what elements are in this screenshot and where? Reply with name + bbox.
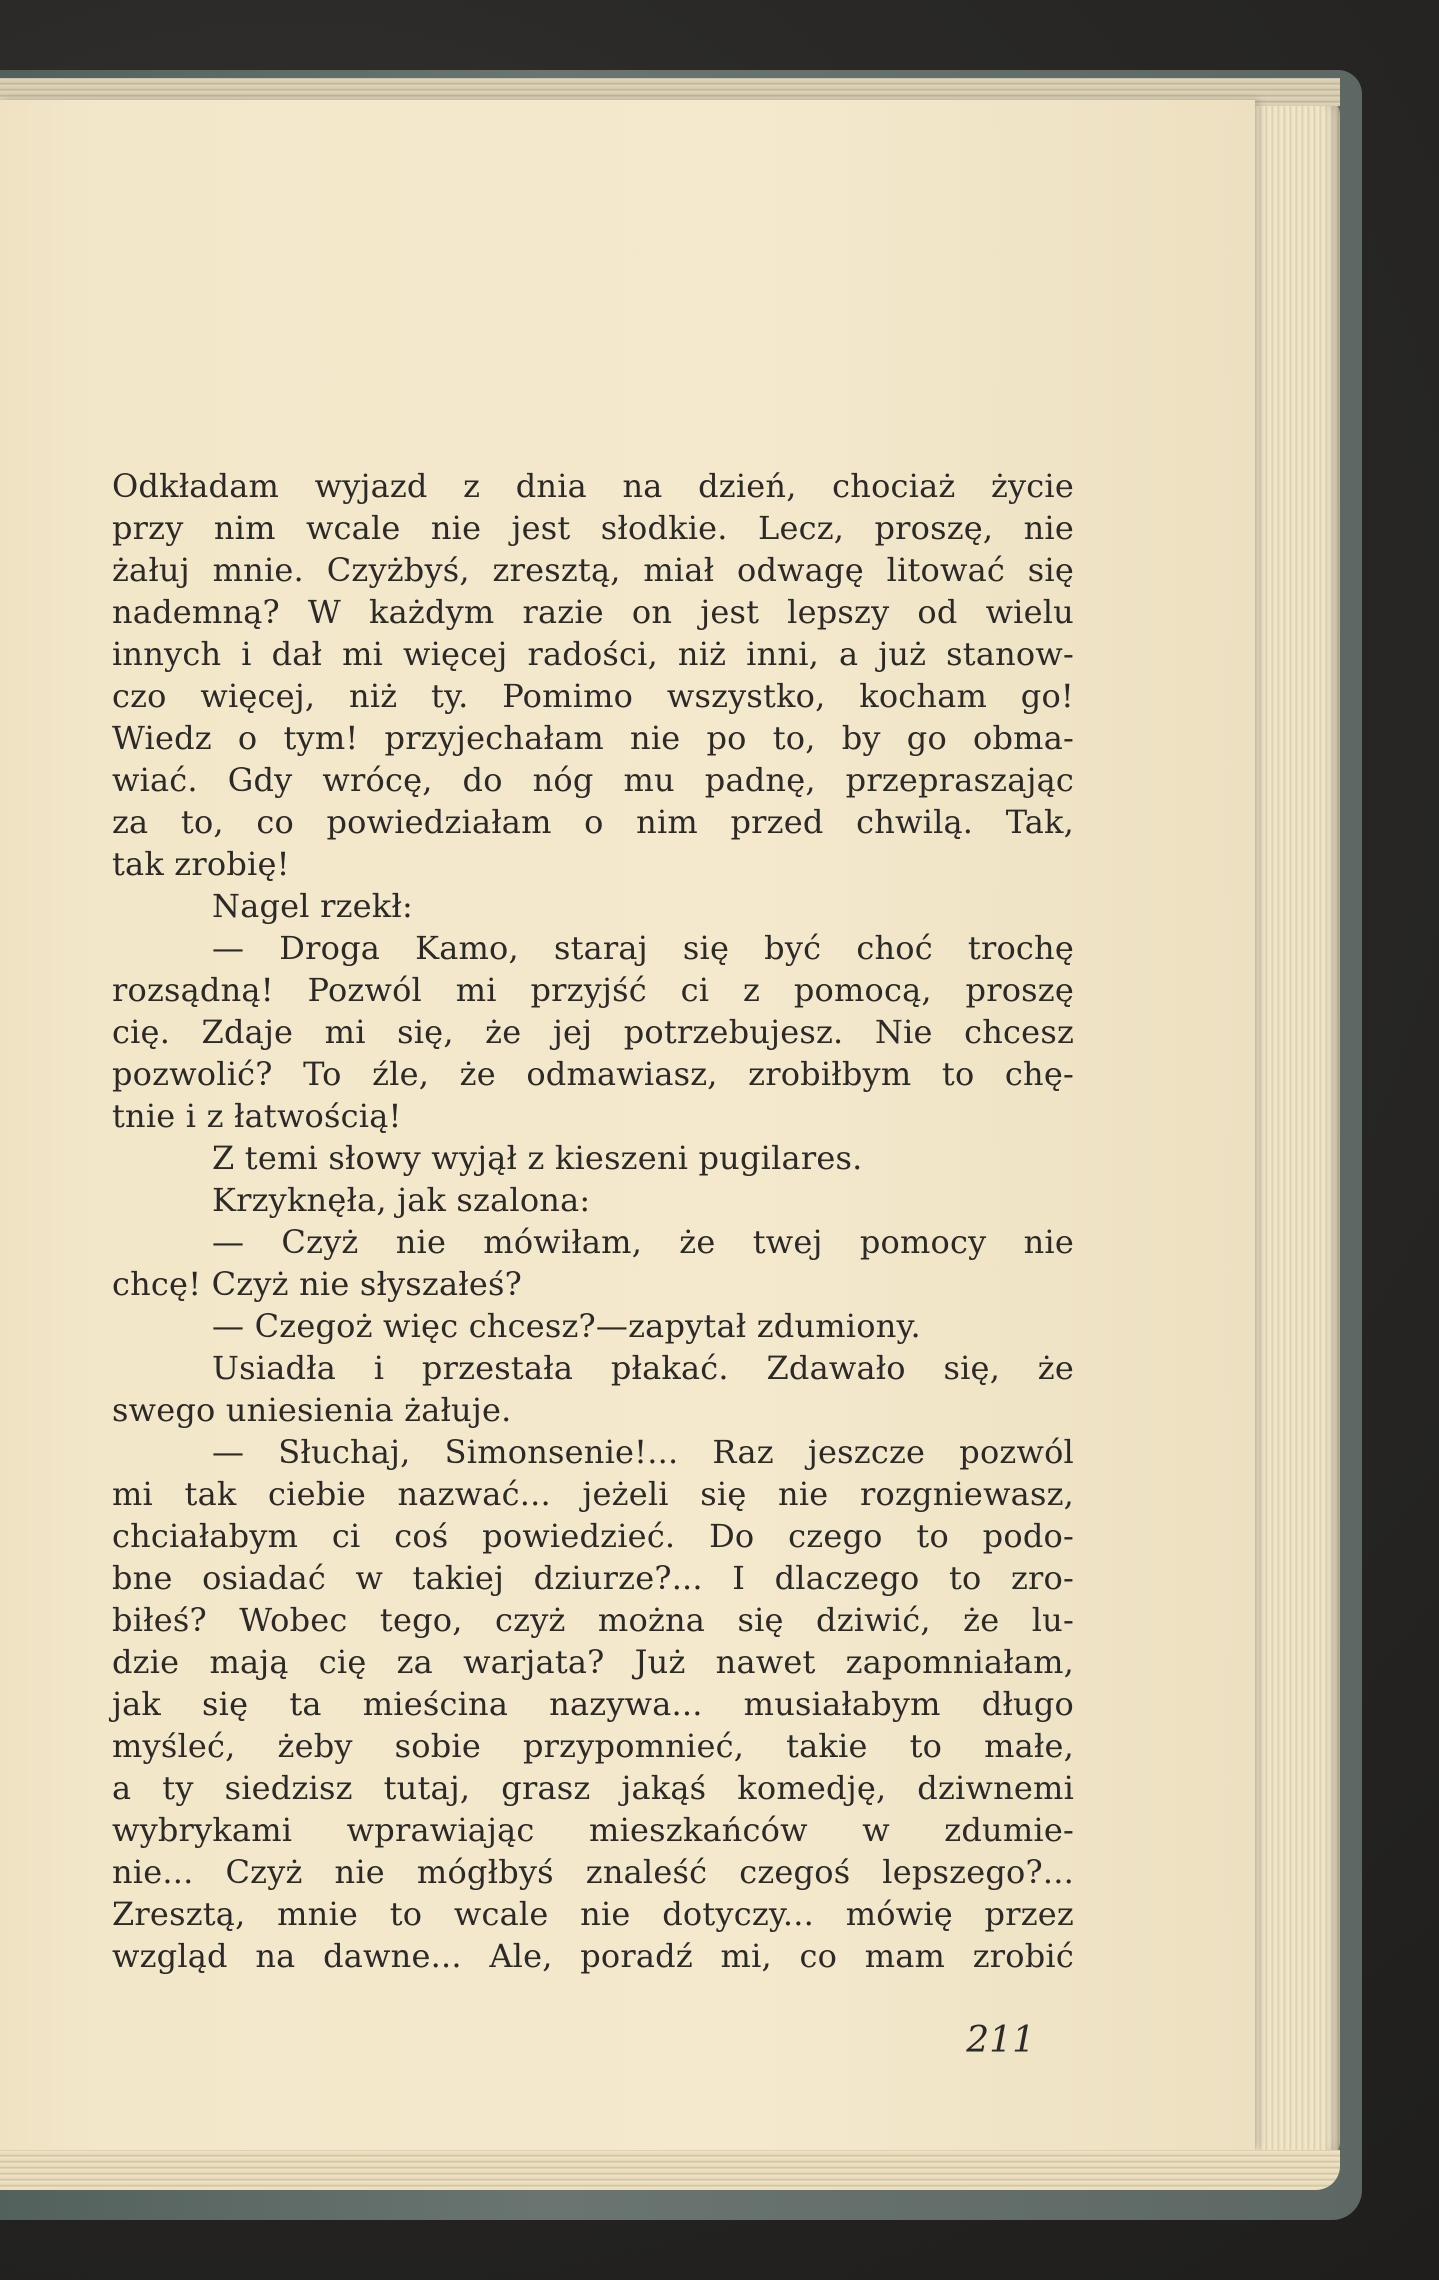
text-line: Z temi słowy wyjął z kieszeni pugilares. [212, 1139, 863, 1177]
text-line: Odkładam wyjazd z dnia na dzień, chociaż życie [112, 467, 1074, 505]
text-line: chcę! Czyż nie słyszałeś? [112, 1265, 522, 1303]
text-line: dzie mają cię za warjata? Już nawet zapomniałam, [112, 1643, 1074, 1681]
book-page [0, 100, 1255, 2150]
text-line: — Czyż nie mówiłam, że twej pomocy nie [212, 1223, 1074, 1261]
text-line: przy nim wcale nie jest słodkie. Lecz, proszę, nie [112, 509, 1074, 547]
text-line: innych i dał mi więcej radości, niż inni, a już stanow- [112, 635, 1074, 673]
text-line: bne osiadać w takiej dziurze?... I dlaczego to zro- [112, 1559, 1074, 1597]
text-line: mi tak ciebie nazwać... jeżeli się nie rozgniewasz, [112, 1475, 1074, 1513]
text-line: — Słuchaj, Simonsenie!... Raz jeszcze pozwól [212, 1433, 1074, 1471]
text-line: nie... Czyż nie mógłbyś znaleść czegoś lepszego?... [112, 1853, 1074, 1891]
text-line: swego uniesienia żałuje. [112, 1391, 512, 1429]
text-line: — Droga Kamo, staraj się być choć trochę [212, 929, 1074, 967]
text-line: a ty siedzisz tutaj, grasz jakąś komedję, dziwnemi [112, 1769, 1074, 1807]
text-line: Usiadła i przestała płakać. Zdawało się, że [212, 1349, 1074, 1387]
text-line: myśleć, żeby sobie przypomnieć, takie to małe, [112, 1727, 1074, 1765]
text-line: nademną? W każdym razie on jest lepszy od wielu [112, 593, 1074, 631]
text-line: za to, co powiedziałam o nim przed chwilą. Tak, [112, 803, 1074, 841]
text-line: jak się ta mieścina nazywa... musiałabym długo [112, 1685, 1074, 1723]
page-text [112, 465, 1074, 1977]
text-line: chciałabym ci coś powiedzieć. Do czego to podo- [112, 1517, 1074, 1555]
text-line: wybrykami wprawiając mieszkańców w zdumie- [112, 1811, 1074, 1849]
text-line: Zresztą, mnie to wcale nie dotyczy... mówię przez [112, 1895, 1074, 1933]
text-line: — Czegoż więc chcesz?—zapytał zdumiony. [212, 1307, 921, 1345]
text-line: tak zrobię! [112, 845, 290, 883]
text-line: biłeś? Wobec tego, czyż można się dziwić, że lu- [112, 1601, 1074, 1639]
text-line: pozwolić? To źle, że odmawiasz, zrobiłbym to chę- [112, 1055, 1074, 1093]
text-line: Wiedz o tym! przyjechałam nie po to, by go obma- [112, 719, 1074, 757]
text-line: wzgląd na dawne... Ale, poradź mi, co mam zrobić [112, 1937, 1074, 1975]
page-number: 211 [966, 2020, 1035, 2061]
text-line: czo więcej, niż ty. Pomimo wszystko, kocham go! [112, 677, 1074, 715]
text-line: Krzyknęła, jak szalona: [212, 1181, 591, 1219]
text-line: rozsądną! Pozwól mi przyjść ci z pomocą, proszę [112, 971, 1074, 1009]
text-line: tnie i z łatwością! [112, 1097, 402, 1135]
page-bottom-edge [0, 2150, 1340, 2190]
text-line: Nagel rzekł: [212, 887, 413, 925]
text-line: cię. Zdaje mi się, że jej potrzebujesz. Nie chcesz [112, 1013, 1074, 1051]
text-line: wiać. Gdy wrócę, do nóg mu padnę, przepraszając [112, 761, 1074, 799]
text-line: żałuj mnie. Czyżbyś, zresztą, miał odwagę litować się [112, 551, 1074, 589]
